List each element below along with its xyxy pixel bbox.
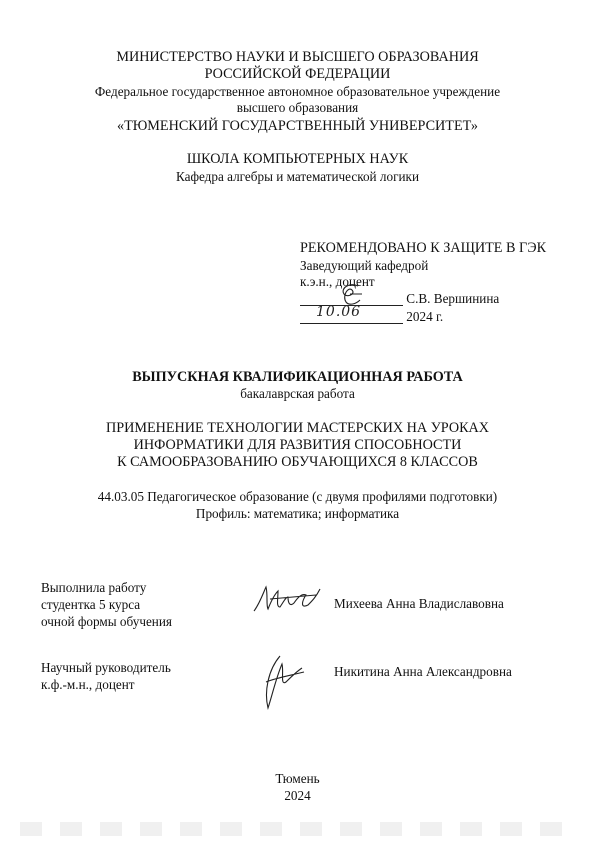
- work-title-line-1: ПРИМЕНЕНИЕ ТЕХНОЛОГИИ МАСТЕРСКИХ НА УРОКАХ: [105, 420, 490, 436]
- footer-year: 2024: [284, 788, 311, 803]
- profile: Профиль: математика; информатика: [195, 506, 400, 521]
- institution-line-2: высшего образования: [236, 100, 359, 115]
- supervisor-signature-icon: [258, 652, 308, 714]
- work-level: бакалаврская работа: [240, 386, 355, 401]
- work-type: ВЫПУСКНАЯ КВАЛИФИКАЦИОННАЯ РАБОТА: [132, 369, 463, 385]
- approval-date-line: [300, 304, 444, 325]
- approval-degree: к.э.н., доцент: [300, 274, 375, 289]
- work-title-line-2: ИНФОРМАТИКИ ДЛЯ РАЗВИТИЯ СПОСОБНОСТИ: [133, 437, 462, 453]
- institution-line-1: Федеральное государственное автономное образовательное учреждение: [94, 84, 501, 99]
- scan-artifact: [20, 822, 580, 836]
- handwritten-date: 10.06: [316, 304, 362, 320]
- date-underline: [300, 304, 403, 324]
- supervisor-name: Никитина Анна Александровна: [334, 664, 512, 679]
- ministry-line-1: МИНИСТЕРСТВО НАУКИ И ВЫСШЕГО ОБРАЗОВАНИЯ: [116, 49, 479, 65]
- work-title-line-3: К САМООБРАЗОВАНИЮ ОБУЧАЮЩИХСЯ 8 КЛАССОВ: [117, 454, 478, 470]
- department-name: Кафедра алгебры и математической логики: [175, 169, 420, 184]
- footer-city: Тюмень: [275, 771, 320, 786]
- approval-position: Заведующий кафедрой: [300, 258, 429, 273]
- supervisor-label-2: к.ф.-м.н., доцент: [41, 677, 135, 692]
- approval-year: 2024 г.: [406, 309, 444, 324]
- author-label-1: Выполнила работу: [41, 580, 147, 595]
- supervisor-label-1: Научный руководитель: [41, 660, 171, 675]
- author-label-3: очной формы обучения: [41, 614, 172, 629]
- author-name: Михеева Анна Владиславовна: [334, 596, 504, 611]
- ministry-line-2: РОССИЙСКОЙ ФЕДЕРАЦИИ: [204, 66, 391, 82]
- school-name: ШКОЛА КОМПЬЮТЕРНЫХ НАУК: [186, 151, 409, 167]
- approval-heading: РЕКОМЕНДОВАНО К ЗАЩИТЕ В ГЭК: [300, 240, 547, 256]
- author-label-2: студентка 5 курса: [41, 597, 141, 612]
- head-signature-icon: [336, 282, 366, 308]
- university-name: «ТЮМЕНСКИЙ ГОСУДАРСТВЕННЫЙ УНИВЕРСИТЕТ»: [116, 118, 479, 134]
- approval-name: С.В. Вершинина: [406, 291, 500, 306]
- author-signature-icon: [250, 583, 325, 617]
- specialty: 44.03.05 Педагогическое образование (с двумя профилями подготовки): [97, 489, 498, 504]
